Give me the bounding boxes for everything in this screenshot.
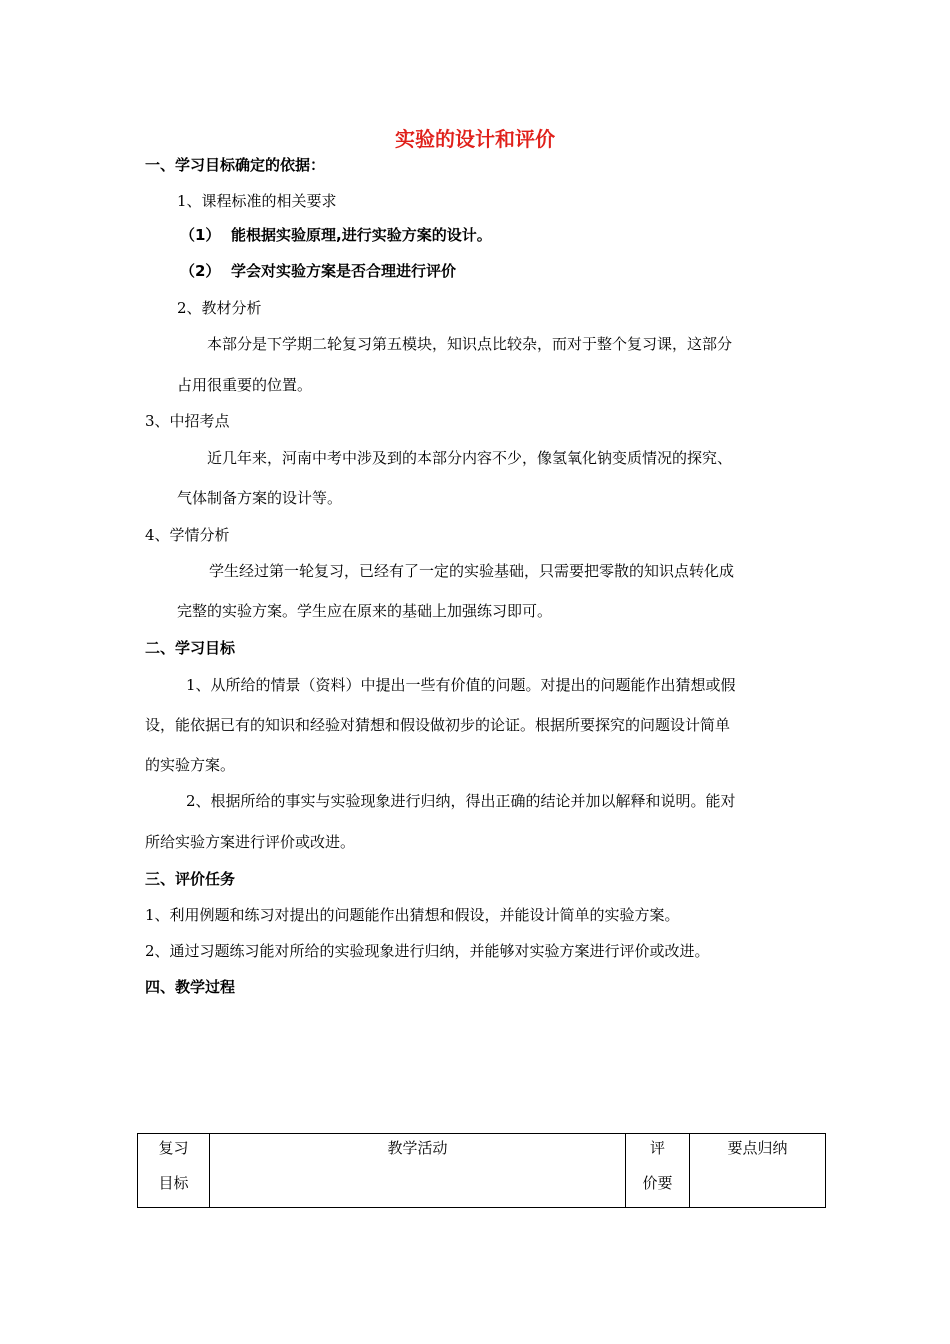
paragraph-line: 1、利用例题和练习对提出的问题能作出猜想和假设，并能设计简单的实验方案。 [145, 906, 680, 924]
paragraph: 4、学情分析 [145, 526, 230, 544]
column-header-teaching-activity: 教学活动 [387, 1139, 448, 1157]
requirement-number: （1） [180, 226, 221, 244]
paragraph-line: 近几年来，河南中考中涉及到的本部分内容不少，像氢氧化钠变质情况的探究、 [207, 449, 733, 467]
section-2-heading: 二、学习目标 [145, 639, 236, 657]
paragraph-line: 气体制备方案的设计等。 [177, 489, 343, 507]
requirement-text: 能根据实验原理,进行实验方案的设计。 [231, 226, 492, 244]
paragraph-line: 的实验方案。 [145, 756, 236, 774]
paragraph-line: 2、通过习题练习能对所给的实验现象进行归纳，并能够对实验方案进行评价或改进。 [145, 942, 710, 960]
column-header-review-goal [138, 1138, 209, 1193]
column-header-evaluation [626, 1138, 689, 1193]
paragraph: 2、教材分析 [177, 299, 262, 317]
section-4-heading: 四、教学过程 [145, 978, 236, 996]
section-3-heading: 三、评价任务 [145, 870, 236, 888]
cell-line: 复习 [158, 1139, 189, 1157]
paragraph: 3、中招考点 [145, 412, 230, 430]
paragraph-line: 学生经过第一轮复习，已经有了一定的实验基础，只需要把零散的知识点转化成 [209, 562, 735, 580]
cell-line: 价要 [642, 1174, 673, 1192]
requirement-text: 学会对实验方案是否合理进行评价 [231, 262, 457, 280]
section-1-heading: 一、学习目标确定的依据： [145, 156, 326, 174]
paragraph-line: 设，能依据已有的知识和经验对猜想和假设做初步的论证。根据所要探究的问题设计简单 [145, 716, 731, 734]
cell-line: 评 [649, 1139, 665, 1157]
teaching-process-table [137, 1133, 826, 1208]
paragraph-line: 本部分是下学期二轮复习第五模块，知识点比较杂，而对于整个复习课，这部分 [207, 335, 733, 353]
paragraph-line: 所给实验方案进行评价或改进。 [145, 833, 356, 851]
paragraph-line: 完整的实验方案。学生应在原来的基础上加强练习即可。 [177, 602, 553, 620]
paragraph-line: 2、根据所给的事实与实验现象进行归纳，得出正确的结论并加以解释和说明。能对 [186, 792, 736, 810]
paragraph-line: 1、从所给的情景（资料）中提出一些有价值的问题。对提出的问题能作出猜想或假 [186, 676, 736, 694]
requirement-number: （2） [180, 262, 221, 280]
cell-line: 目标 [158, 1174, 189, 1192]
page-title: 实验的设计和评价 [395, 127, 555, 151]
paragraph: 1、课程标准的相关要求 [177, 192, 337, 210]
column-header-key-points: 要点归纳 [727, 1139, 788, 1157]
paragraph-line: 占用很重要的位置。 [177, 376, 313, 394]
